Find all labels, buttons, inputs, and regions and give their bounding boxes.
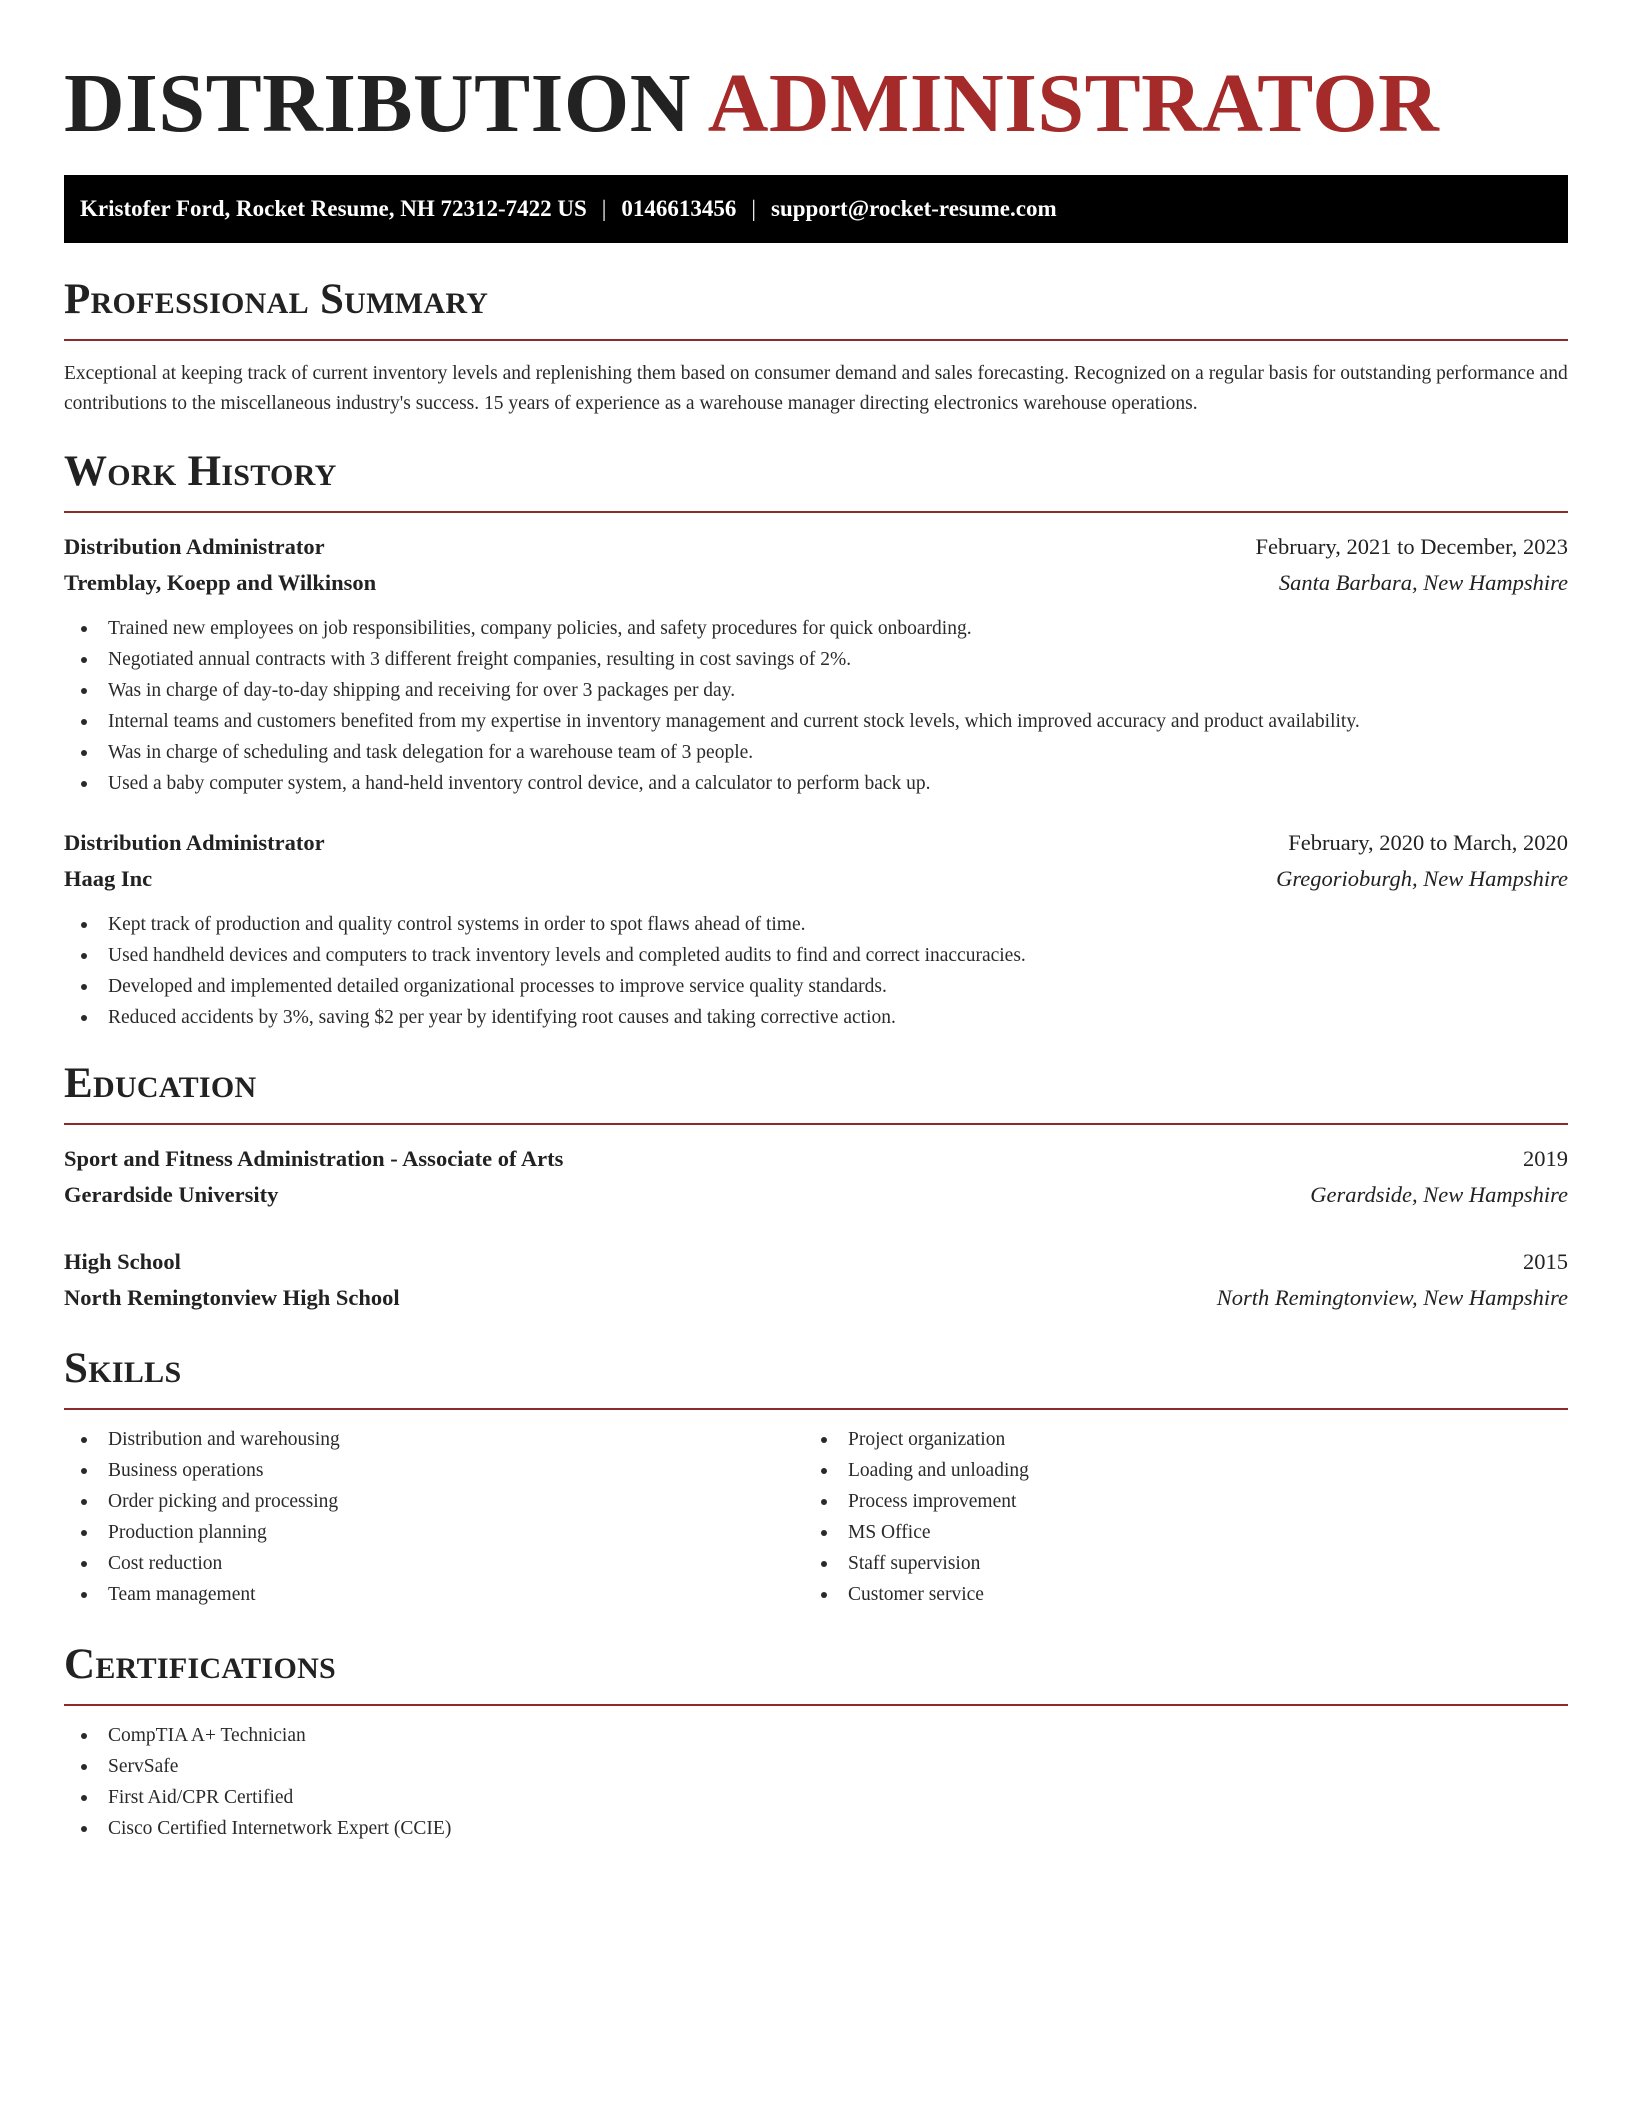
title-part-2: ADMINISTRATOR [707,57,1440,150]
list-item: Kept track of production and quality control systems in order to spot flaws ahead of time. [64,909,1568,940]
education-degree: Sport and Fitness Administration - Associate of Arts [64,1146,564,1171]
job-company: Haag Inc [64,866,153,891]
section-divider [64,511,1568,513]
section-heading-certifications: Certifications [64,1641,337,1688]
list-item: Loading and unloading [804,1455,1544,1486]
list-item: ServSafe [64,1751,1568,1782]
list-item: Order picking and processing [64,1486,804,1517]
education-location: North Remingtonview, New Hampshire [1216,1285,1568,1310]
job-entry [64,825,1568,1033]
job-company: Tremblay, Koepp and Wilkinson [64,570,377,595]
job-title: Distribution Administrator [64,830,325,855]
work-history-section [64,447,1568,1033]
education-entry [64,1141,1568,1213]
skills-list-left [64,1424,804,1610]
contact-phone: 0146613456 [621,196,737,221]
section-heading-skills: Skills [64,1345,182,1392]
job-dates: February, 2021 to December, 2023 [1255,534,1568,559]
contact-separator: | [751,196,756,221]
list-item: Distribution and warehousing [64,1424,804,1455]
skills-list-right [804,1424,1544,1610]
education-school: North Remingtonview High School [64,1285,400,1310]
summary-section [64,275,1568,419]
job-bullet-list [64,909,1568,1033]
section-divider [64,339,1568,341]
education-section [64,1059,1568,1316]
list-item: Internal teams and customers benefited from my expertise in inventory management and current stock levels, which improved accuracy and product availability. [64,706,1568,737]
list-item: Team management [64,1579,804,1610]
education-entry [64,1244,1568,1316]
list-item: Customer service [804,1579,1544,1610]
list-item: Staff supervision [804,1548,1544,1579]
list-item: Business operations [64,1455,804,1486]
job-location: Santa Barbara, New Hampshire [1278,570,1568,595]
section-divider [64,1408,1568,1410]
list-item: Cost reduction [64,1548,804,1579]
list-item: Process improvement [804,1486,1544,1517]
list-item: MS Office [804,1517,1544,1548]
list-item: Production planning [64,1517,804,1548]
contact-separator: | [601,196,607,221]
contact-bar [64,175,1568,243]
list-item: Developed and implemented detailed organizational processes to improve service quality standards. [64,971,1568,1002]
list-item: Used a baby computer system, a hand-held inventory control device, and a calculator to perform back up. [64,768,1568,799]
education-school: Gerardside University [64,1182,279,1207]
job-dates: February, 2020 to March, 2020 [1288,830,1568,855]
skills-section [64,1344,1568,1610]
list-item: First Aid/CPR Certified [64,1782,1568,1813]
job-entry [64,529,1568,799]
contact-email: support@rocket-resume.com [771,196,1057,221]
list-item: Project organization [804,1424,1544,1455]
education-degree: High School [64,1249,181,1274]
list-item: Negotiated annual contracts with 3 different freight companies, resulting in cost savings of 2%. [64,644,1568,675]
summary-text: Exceptional at keeping track of current inventory levels and replenishing them based on consumer demand and sales forecasting. Recognized on a regular basis for outstanding performance and contributions to the miscellaneous industry's success. 15 years of experience as a warehouse manager directing electronics warehouse operations. [64,363,1568,414]
education-year: 2015 [1523,1249,1568,1274]
contact-address: Kristofer Ford, Rocket Resume, NH 72312-7422 US [80,196,587,221]
certifications-section [64,1640,1568,1844]
section-divider [64,1704,1568,1706]
section-heading-summary: Professional Summary [64,276,489,323]
list-item: Cisco Certified Internetwork Expert (CCIE) [64,1813,1568,1844]
section-heading-work-history: Work History [64,448,337,495]
section-heading-education: Education [64,1060,257,1107]
job-title: Distribution Administrator [64,534,325,559]
job-bullet-list [64,613,1568,799]
education-year: 2019 [1523,1146,1568,1171]
education-location: Gerardside, New Hampshire [1310,1182,1568,1207]
job-location: Gregorioburgh, New Hampshire [1276,866,1568,891]
list-item: Was in charge of day-to-day shipping and receiving for over 3 packages per day. [64,675,1568,706]
title-part-1: DISTRIBUTION [64,57,691,150]
skills-grid [64,1424,1568,1610]
list-item: Was in charge of scheduling and task delegation for a warehouse team of 3 people. [64,737,1568,768]
certifications-list [64,1720,1568,1844]
resume-title [64,0,1568,150]
section-divider [64,1123,1568,1125]
list-item: Used handheld devices and computers to track inventory levels and completed audits to find and correct inaccuracies. [64,940,1568,971]
list-item: Trained new employees on job responsibilities, company policies, and safety procedures for quick onboarding. [64,613,1568,644]
list-item: CompTIA A+ Technician [64,1720,1568,1751]
list-item: Reduced accidents by 3%, saving $2 per year by identifying root causes and taking corrective action. [64,1002,1568,1033]
